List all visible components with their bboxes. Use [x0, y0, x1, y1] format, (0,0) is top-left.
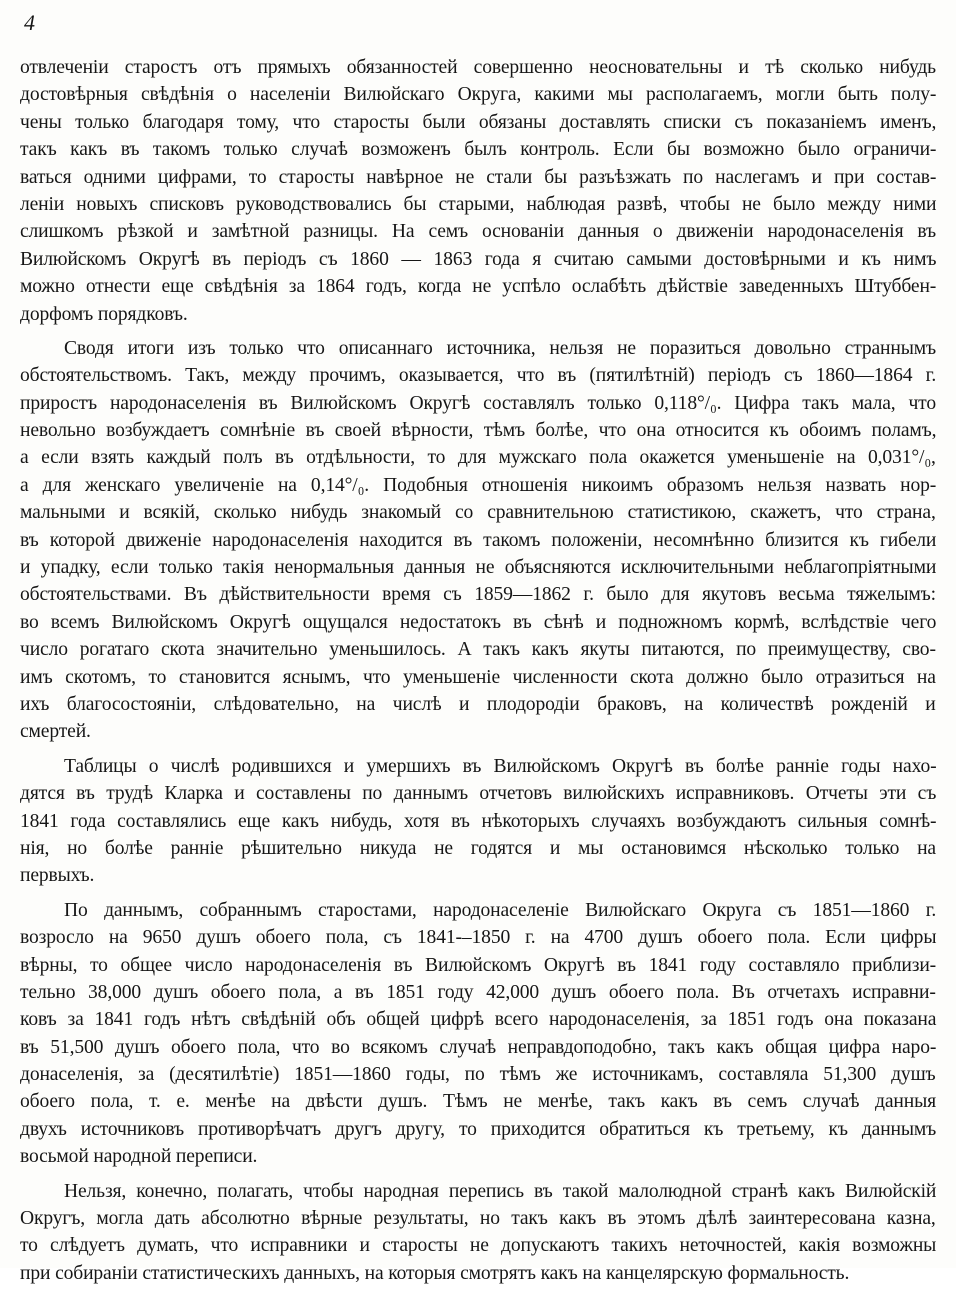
text-line: ковъ за 1841 годъ нѣтъ свѣдѣній объ общей цифрѣ всего народонаселенія, за 1851 годъ она показана [20, 1009, 937, 1031]
text-line: ихъ благосостояніи, слѣдовательно, на числѣ и плодородіи браковъ, на количествѣ рожденій и [20, 693, 936, 715]
text-line: въ которой движеніе народонаселенія находится въ такомъ положеніи, несомнѣнно близится къ гибели [20, 529, 937, 551]
text-line: Округъ, могла дать абсолютно вѣрные результаты, но такъ какъ въ этомъ дѣлѣ заинтересована казна, [20, 1208, 936, 1230]
text-line: достовѣрныя свѣдѣнія о населеніи Вилюйскаго Округа, какими мы располагаемъ, могли быть полу- [20, 84, 937, 106]
text-line: ваться одними цифрами, то старосты навѣрное не стали бы разъѣзжать по наслегамъ и при состав- [20, 166, 937, 188]
text-body [20, 54, 936, 1294]
text-line: такъ какъ въ такомъ только случаѣ возможенъ былъ контроль. Если бы возможно было ограничи- [20, 139, 937, 161]
text-line: невольно возбуждаетъ сомнѣніе въ своей вѣрности, тѣмъ болѣе, что она относится къ обоимъ поламъ, [20, 420, 937, 442]
text-line: тельно 38,000 душъ обоего пола, а въ 1851 году 42,000 душъ обоего пола. Въ отчетахъ исправни- [20, 981, 936, 1003]
text-line: нія, но болѣе раннiе рѣшительно никуда не годятся и мы остановимся нѣсколько только на [20, 837, 936, 859]
text-line: мальными и всякій, сколько нибудь знакомый со сравнительною статистикою, скажетъ, что страна, [20, 502, 936, 524]
page-number: 4 [24, 10, 35, 35]
text-line: Таблицы о числѣ родившихся и умершихъ въ Вилюйскомъ Округѣ въ болѣе раннiе годы нахо- [64, 755, 937, 777]
text-line: По даннымъ, собраннымъ старостами, народонаселеніе Вилюйскаго Округа съ 1851—1860 г. [64, 899, 937, 921]
paragraph-5 [20, 1178, 936, 1288]
text-line: Нельзя, конечно, полагать, чтобы народная перепись въ такой малолюдной странѣ какъ Вилюйскій [64, 1180, 937, 1202]
text-line: дятся въ трудѣ Кларка и составлены по даннымъ отчетовъ вилюйскихъ исправниковъ. Отчеты эти съ [20, 783, 937, 805]
text-line: леніи новыхъ списковъ руководствовались бы старыми, наблюдая развѣ, чтобы не было между ними [20, 193, 937, 215]
text-line: двухъ источниковъ противорѣчатъ другъ другу, то приходится обратиться къ третьему, къ даннымъ [20, 1118, 937, 1140]
text-line: обстоятельствами. Въ дѣйствительности время съ 1859—1862 г. было для якутовъ весьма тяжелымъ: [20, 584, 936, 606]
text-line: и упадку, если только такія ненормальныя данныя не объясняются исключительными неблагопріятными [20, 557, 937, 579]
text-line: Вилюйскомъ Округѣ въ періодъ съ 1860 — 1863 года я считаю самыми достовѣрными и къ нимъ [20, 248, 937, 270]
paragraph-2 [20, 335, 936, 746]
text-line: имъ скотомъ, то становится яснымъ, что уменьшеніе численности скота должно было отразиться на [20, 666, 936, 688]
text-line: дорфомъ порядковъ. [20, 303, 188, 325]
text-line: а если взять каждый полъ въ отдѣльности, то для мужскаго пола окажется уменьшеніе на 0,031°/₀, [20, 447, 936, 469]
text-line: донаселенія, за (десятилѣтіе) 1851—1860 годы, по тѣмъ же источникамъ, составляла 51,300 душъ [20, 1064, 936, 1086]
text-line: первыхъ. [20, 865, 95, 887]
text-line: во всемъ Вилюйскомъ Округѣ ощущался недостатокъ въ сѣнѣ и подножномъ кормѣ, вслѣдствіе чего [20, 611, 937, 633]
text-line: обстоятельствомъ. Такъ, между прочимъ, оказывается, что въ (пятилѣтній) періодъ съ 1860—1864 г. [20, 365, 937, 387]
text-line: возросло на 9650 душъ обоего пола, съ 1841-–1850 г. на 4700 душъ обоего пола. Если цифры [20, 927, 937, 949]
text-line: можно отнести еще свѣдѣнія за 1864 годъ, когда не успѣло ослабѣть дѣйствіе заведенныхъ Штуббен- [20, 276, 937, 298]
paragraph-3 [20, 753, 936, 890]
text-line: смертей. [20, 721, 91, 743]
paragraph-1 [20, 54, 936, 328]
text-line: въ 51,500 душъ обоего пола, что во всякомъ случаѣ неправдоподобно, такъ какъ общая цифра наро- [20, 1036, 937, 1058]
text-line: обоего пола, т. е. менѣе на двѣсти душъ. Тѣмъ не менѣе, такъ какъ въ семъ случаѣ данныя [20, 1091, 936, 1113]
text-line: восьмой народной переписи. [20, 1146, 258, 1168]
text-line: отвлеченіи старостъ отъ прямыхъ обязанностей совершенно неосновательны и тѣ сколько нибудь [20, 57, 936, 78]
text-line: то слѣдуетъ думать, что исправники и старосты не допускаютъ такихъ неточностей, какія возможны [20, 1235, 937, 1257]
paragraph-4 [20, 897, 936, 1171]
text-line: а для женскаго увеличеніе на 0,14°/₀. Подобныя отношенія никоимъ образомъ нельзя назвать нор- [20, 474, 937, 496]
text-line: приростъ народонаселенія въ Вилюйскомъ Округѣ составлялъ только 0,118°/₀. Цифра такъ мала, что [20, 392, 936, 414]
text-line: вѣрны, то общее число народонаселенія въ Вилюйскомъ Округѣ въ 1841 году составляло приблизи- [20, 954, 937, 976]
text-line: слишкомъ рѣзкой и замѣтной разницы. На семъ основаніи данныя о движеніи народонаселенія въ [20, 221, 937, 243]
text-line: число рогатаго скота значительно уменьшилось. А такъ какъ якуты питаются, по преимуществу, сво- [20, 639, 936, 661]
text-line: при собираніи статистическихъ данныхъ, на которыя смотрятъ какъ на канцелярскую формальность. [20, 1262, 850, 1284]
text-line: Сводя итоги изъ только что описаннаго источника, нельзя не поразиться довольно страннымъ [64, 337, 936, 359]
text-line: 1841 года составлялись еще какъ нибудь, хотя въ нѣкоторыхъ случаяхъ возбуждаютъ сильныя сомнѣ- [20, 810, 937, 832]
text-line: чены только благодаря тому, что старосты были обязаны доставлять списки съ показаніемъ именъ, [20, 111, 937, 133]
